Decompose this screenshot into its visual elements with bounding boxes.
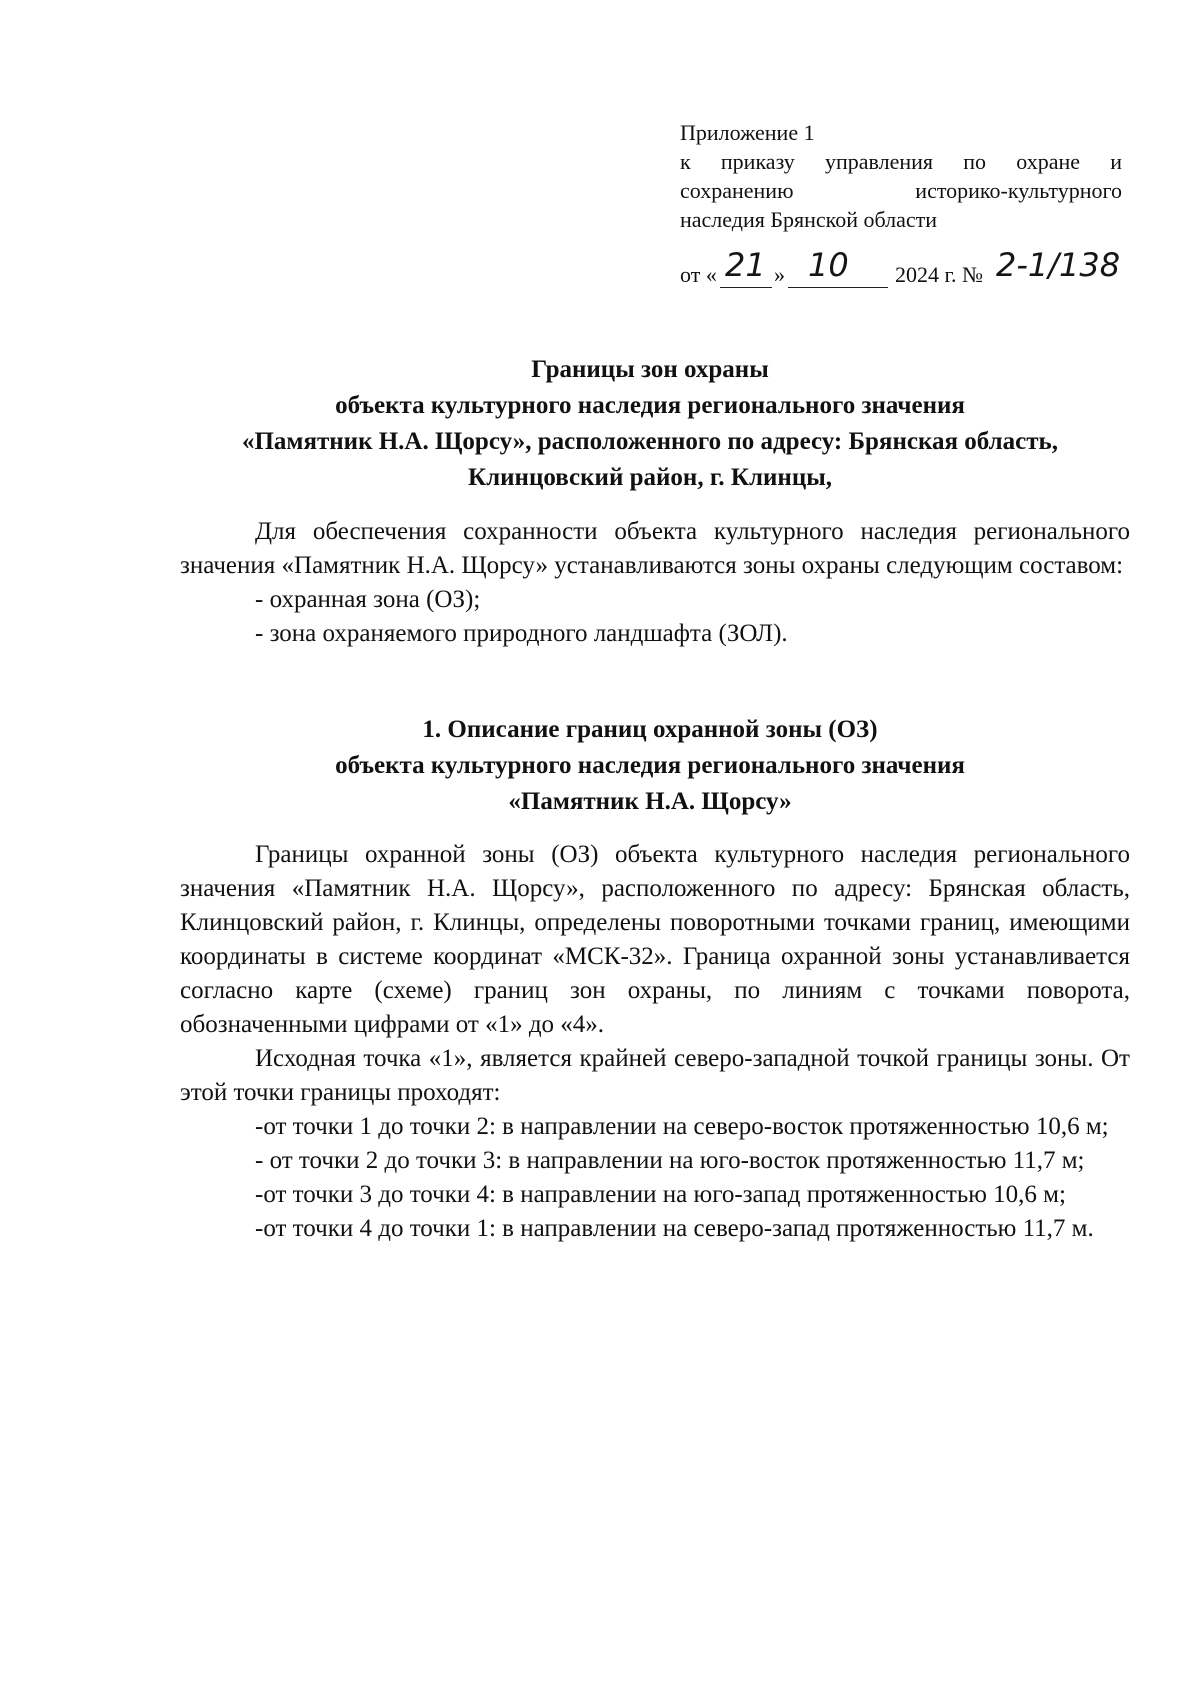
title-line: объекта культурного наследия регионального значения bbox=[335, 392, 965, 419]
month-underline bbox=[788, 287, 888, 288]
document-title bbox=[150, 352, 1150, 496]
section-1-heading bbox=[150, 712, 1150, 820]
order-date-number bbox=[680, 246, 1140, 290]
handwritten-order-number: 2-1/138 bbox=[996, 246, 1121, 284]
date-close-quote: » bbox=[774, 262, 785, 287]
section-1-body bbox=[180, 838, 1130, 1246]
boundary-segment: -от точки 3 до точки 4: в направлении на юго-запад протяженностью 10,6 м; bbox=[255, 1181, 1066, 1208]
title-line: Клинцовский район, г. Клинцы, bbox=[468, 464, 832, 491]
boundary-segment: -от точки 4 до точки 1: в направлении на северо-запад протяженностью 11,7 м. bbox=[255, 1215, 1094, 1242]
zone-list-item: - зона охраняемого природного ландшафта (ЗОЛ). bbox=[255, 620, 788, 647]
handwritten-day: 21 bbox=[725, 246, 766, 284]
zone-list-item: - охранная зона (ОЗ); bbox=[255, 586, 481, 613]
appendix-line: к приказу управления по охране и bbox=[680, 149, 1122, 174]
day-underline bbox=[720, 287, 772, 288]
appendix-title: Приложение 1 bbox=[680, 120, 815, 145]
intro-paragraph: Для обеспечения сохранности объекта культурного наследия регионального значения «Памятник Н.А. Щорсу» устанавливаются зоны охраны следующим составом: bbox=[180, 518, 1130, 579]
section-heading-line: объекта культурного наследия регионального значения bbox=[335, 752, 965, 779]
section-heading-line: «Памятник Н.А. Щорсу» bbox=[508, 788, 792, 815]
starting-point-paragraph: Исходная точка «1», является крайней северо-западной точкой границы зоны. От этой точки границы проходят: bbox=[180, 1045, 1130, 1106]
year-and-number-label: 2024 г. № bbox=[895, 262, 984, 287]
boundary-description: Границы охранной зоны (ОЗ) объекта культурного наследия регионального значения «Памятник Н.А. Щорсу», расположенного по адресу: Брянская область, Клинцовский район, г. Клинцы, определены поворотными точками границ, имеющими координаты в системе координат «МСК-32». Граница охранной зоны устанавливается согласно карте (схеме) границ зон охраны, по линиям с точками поворота, обозначенными цифрами от «1» до «4». bbox=[180, 841, 1130, 1038]
boundary-segment: -от точки 1 до точки 2: в направлении на северо-восток протяженностью 10,6 м; bbox=[255, 1113, 1109, 1140]
appendix-line: сохранению историко-культурного bbox=[680, 178, 1122, 203]
title-line: Границы зон охраны bbox=[531, 356, 769, 383]
handwritten-month: 10 bbox=[808, 246, 849, 284]
boundary-segment: - от точки 2 до точки 3: в направлении на юго-восток протяженностью 11,7 м; bbox=[255, 1147, 1085, 1174]
section-heading-line: 1. Описание границ охранной зоны (ОЗ) bbox=[422, 716, 878, 743]
date-prefix: от « bbox=[680, 262, 717, 287]
title-line: «Памятник Н.А. Щорсу», расположенного по адресу: Брянская область, bbox=[241, 428, 1059, 455]
appendix-header bbox=[680, 118, 1122, 234]
appendix-line: наследия Брянской области bbox=[680, 207, 938, 232]
intro-section bbox=[180, 515, 1130, 651]
